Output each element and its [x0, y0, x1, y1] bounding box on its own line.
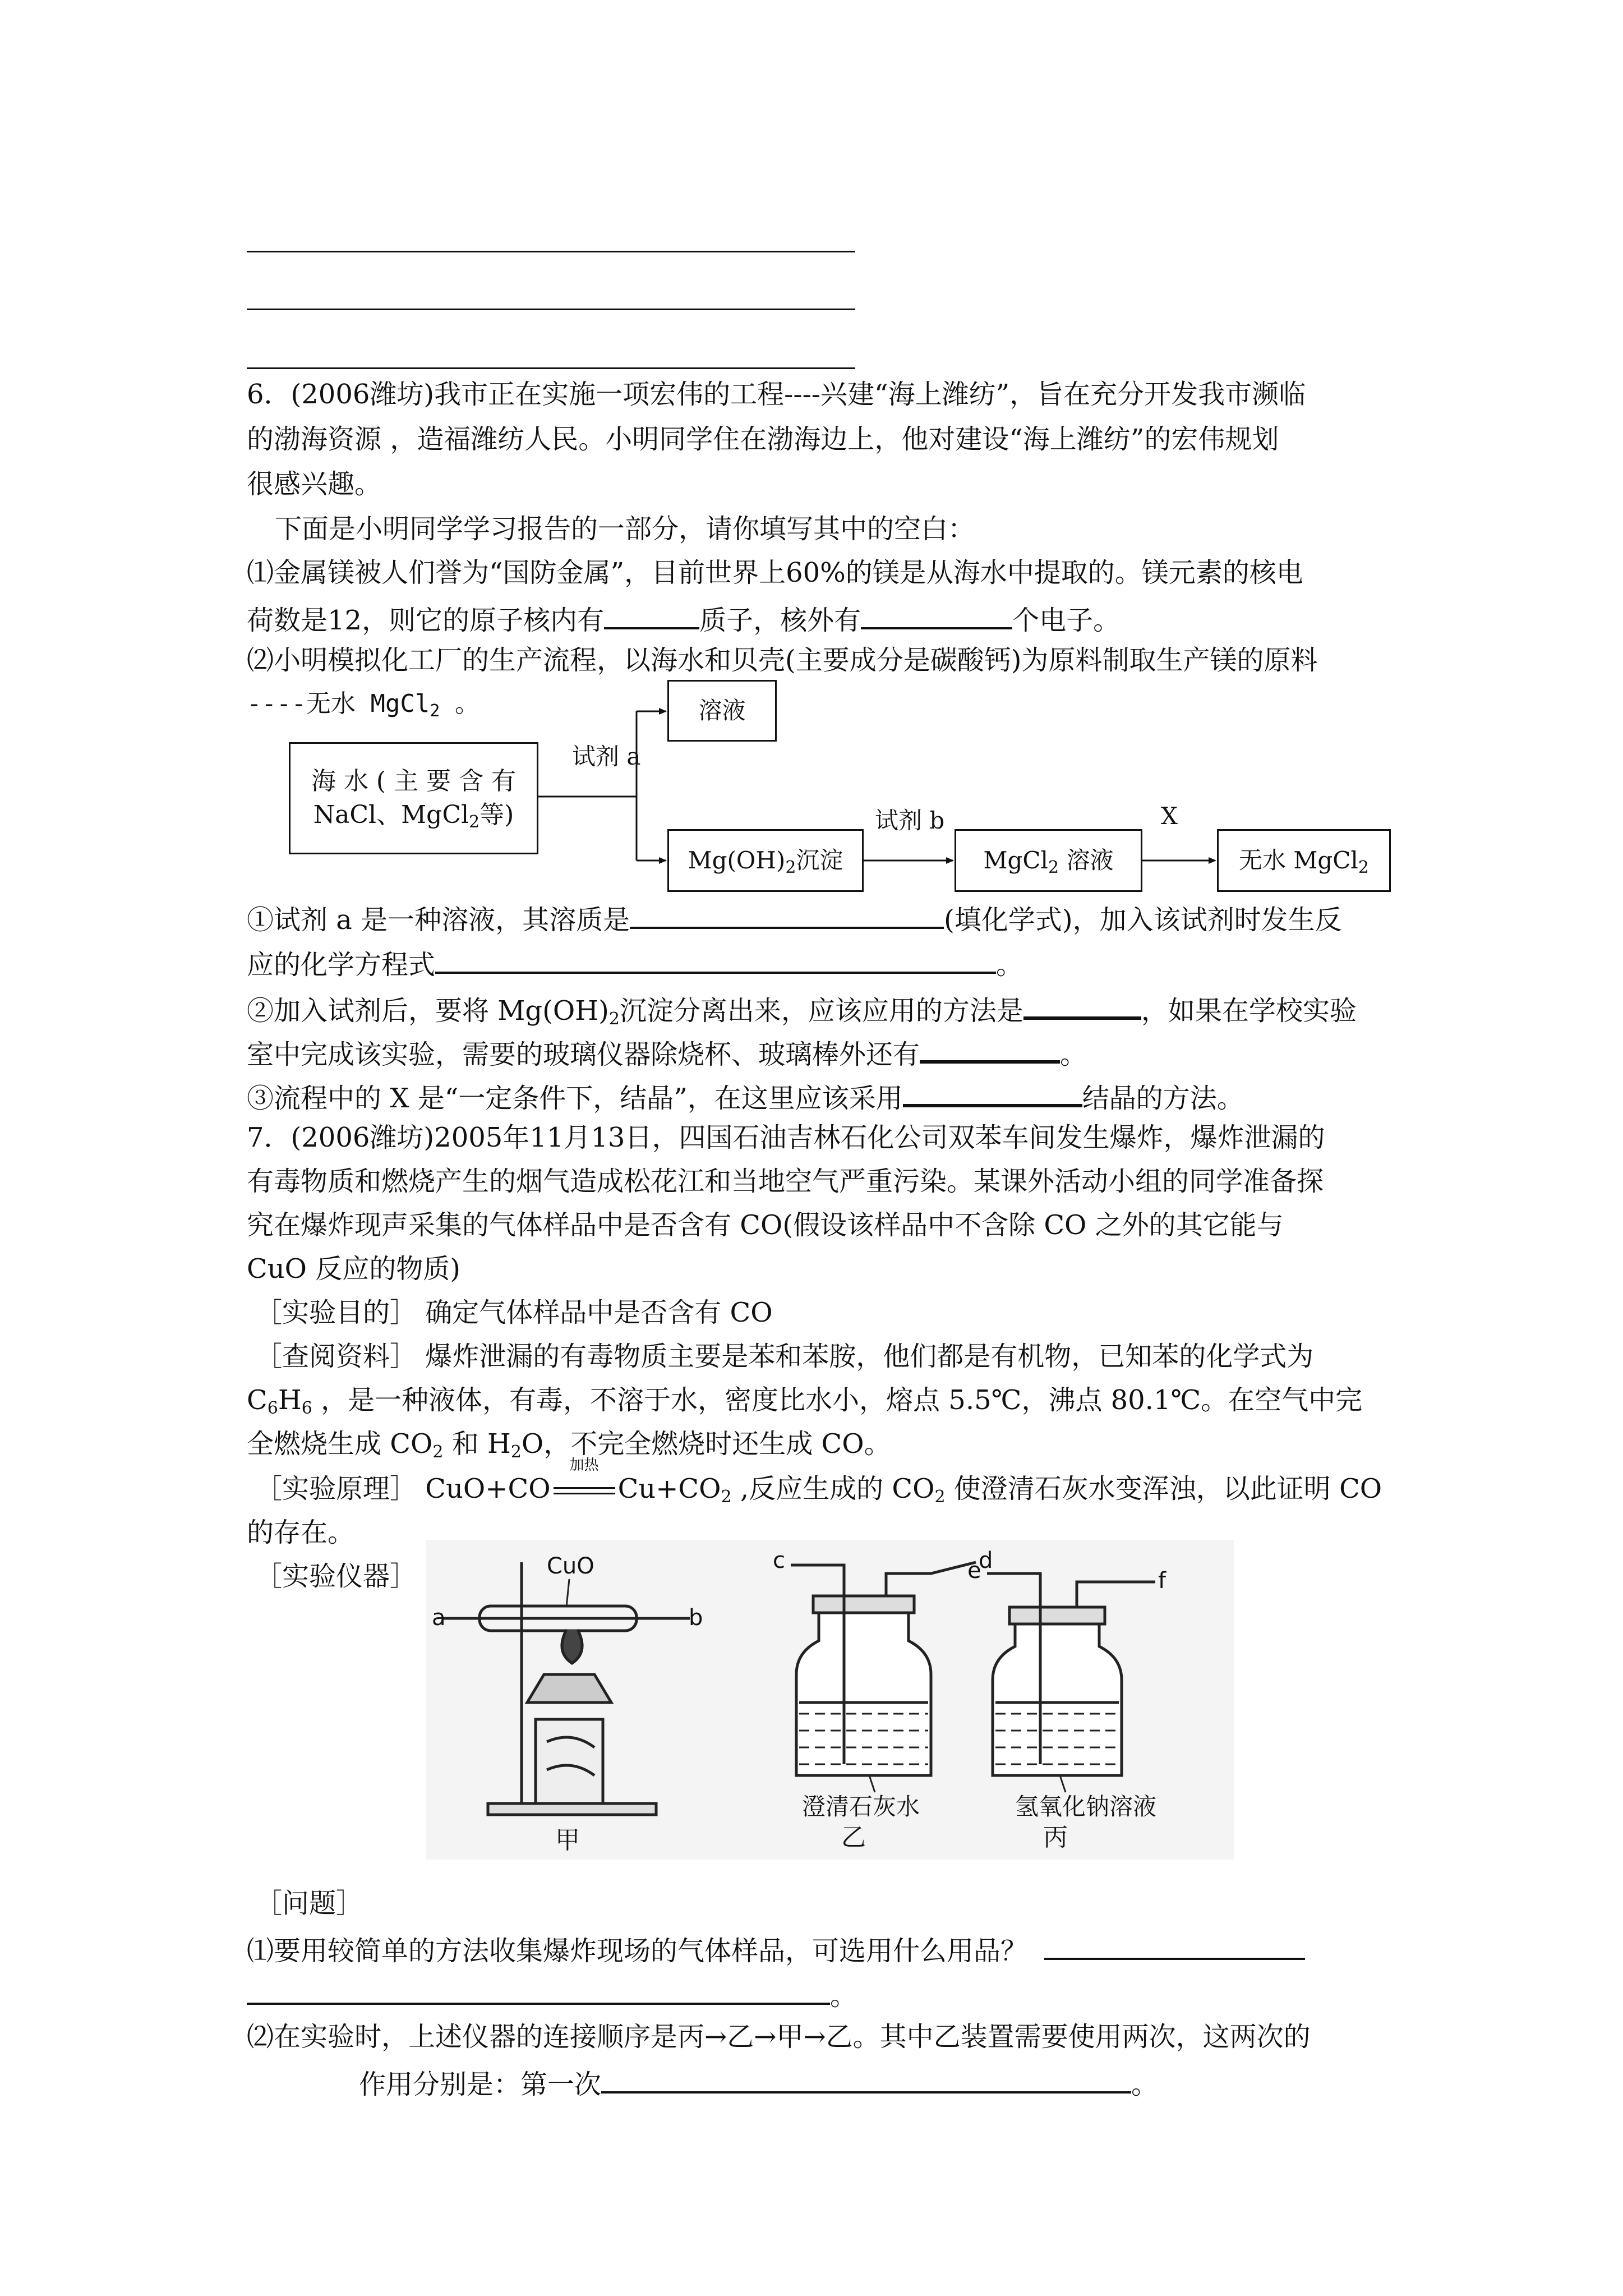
period: 。 — [1131, 2069, 1159, 2100]
q6-sub1-line-1 — [247, 898, 1342, 938]
q6-part2-end: 。 — [440, 689, 479, 718]
q7-principle-line-2: 的存在。 — [247, 1517, 355, 1548]
q7-question-1-text: ⑴要用较简单的方法收集爆炸现场的气体样品，可选用什么用品？ — [247, 1935, 1028, 1967]
subscript: 2 — [510, 1442, 522, 1462]
period: 。 — [830, 1980, 857, 2012]
q6-stem-line-3: 很感兴趣。 — [247, 468, 382, 500]
q6-sub1-text-b: (填化学式)，加入该试剂时发生反 — [944, 904, 1342, 936]
q6-sub3-line — [247, 1075, 1244, 1117]
port-e-label: e — [967, 1558, 981, 1584]
glassware-blank[interactable] — [920, 1031, 1060, 1064]
collection-item-blank-cont[interactable] — [247, 1973, 830, 2005]
q7-reference-line-2 — [247, 1382, 1362, 1419]
subscript: 2 — [934, 1487, 946, 1507]
q6-sub1-line-2 — [247, 942, 1023, 983]
bing-label: 丙 — [1043, 1823, 1068, 1852]
subscript: 2 — [608, 1009, 620, 1029]
carbon: C — [247, 1384, 268, 1416]
q6-part1-text-c: 个电子。 — [1012, 605, 1121, 636]
subscript: 2 — [721, 1487, 732, 1507]
separation-method-blank[interactable] — [1023, 987, 1141, 1020]
q6-part2-line-1: ⑵小明模拟化工厂的生产流程，以海水和贝壳(主要成分是碳酸钙)为原料制取生产镁的原料 — [247, 645, 1318, 676]
solution-label: 溶液 — [698, 697, 746, 724]
q7-reference-line-1: ［查阅资料］ 爆炸泄漏的有毒物质主要是苯和苯胺，他们都是有机物，已知苯的化学式为 — [255, 1341, 1314, 1372]
q6-sub2-text-a: ②加入试剂后，要将 Mg(OH) — [247, 995, 609, 1027]
q7-principle-line-1 — [255, 1457, 1382, 1507]
mgcl2-b: 溶液 — [1059, 846, 1114, 874]
q7-stem-line-2: 有毒物质和燃烧产生的烟气造成松花江和当地空气严重污染。某课外活动小组的同学准备探 — [247, 1166, 1324, 1197]
seawater-label-1: 海 水 ( 主 要 含 有 — [311, 767, 517, 795]
q7-questions-label: ［问题］ — [255, 1888, 363, 1919]
q6-sub3-text-a: ③流程中的 X 是“一定条件下，结晶”，在这里应该采用 — [247, 1083, 903, 1114]
subscript: 2 — [785, 858, 796, 877]
anhydrous-a: 无水 MgCl — [1239, 846, 1358, 874]
subscript: 2 — [1358, 858, 1369, 877]
subscript: 6 — [301, 1398, 312, 1418]
principle-b: Cu+CO — [617, 1473, 721, 1504]
q7-ref3-b: 和 H — [443, 1428, 511, 1460]
period: 。 — [1060, 1039, 1087, 1070]
principle-d: 使澄清石灰水变浑浊，以此证明 CO — [945, 1473, 1382, 1504]
crystallization-method-blank[interactable] — [903, 1075, 1082, 1107]
q6-part2-text: ----无水 MgCl — [247, 689, 430, 718]
subscript: 2 — [469, 812, 480, 832]
q7-ref3-a: 全燃烧生成 CO — [247, 1428, 433, 1460]
subscript: 6 — [267, 1398, 278, 1418]
principle-c: ,反应生成的 CO — [731, 1473, 935, 1504]
q7-stem-line-3: 究在爆炸现声采集的气体样品中是否含有 CO(假设该样品中不含除 CO 之外的其它能与 — [247, 1209, 1284, 1241]
q7-ref3-c: O，不完全燃烧时还生成 CO。 — [521, 1428, 891, 1460]
q6-sub1-text-c: 应的化学方程式 — [247, 949, 436, 981]
solute-formula-blank[interactable] — [630, 898, 944, 929]
q7-apparatus-label: ［实验仪器］ — [255, 1561, 417, 1592]
limewater-label: 澄清石灰水 — [802, 1793, 920, 1820]
subscript: 2 — [430, 701, 440, 721]
q6-part1-text-b: 质子，核外有 — [699, 605, 861, 636]
apparatus-figure — [426, 1540, 1234, 1860]
q6-stem-line-1: 6．(2006潍坊)我市正在实施一项宏伟的工程----兴建“海上潍纺”，旨在充分开发我市濒临 — [247, 379, 1306, 410]
double-line — [554, 1487, 615, 1494]
naoh-label: 氢氧化钠溶液 — [1015, 1793, 1157, 1820]
mgoh2-label-a: Mg(OH) — [688, 846, 786, 874]
port-f-label: f — [1158, 1568, 1166, 1594]
mgoh2-label-b: 沉淀 — [796, 846, 843, 874]
x-label: X — [1161, 802, 1178, 830]
principle-a: ［实验原理］ CuO+CO — [255, 1473, 551, 1504]
q6-sub3-text-b: 结晶的方法。 — [1082, 1083, 1244, 1114]
collection-item-blank[interactable] — [1044, 1929, 1305, 1960]
port-c-label: c — [773, 1548, 785, 1573]
yi-label: 乙 — [841, 1823, 866, 1852]
stand-base — [488, 1803, 656, 1815]
cuo-label: CuO — [547, 1553, 594, 1579]
q6-sub2-line-1 — [247, 987, 1357, 1029]
port-d-label: d — [979, 1548, 993, 1573]
subscript: 2 — [1048, 858, 1059, 877]
q6-sub2-line-2 — [247, 1031, 1087, 1073]
first-use-blank[interactable] — [601, 2062, 1131, 2093]
stopper-bing — [1009, 1607, 1105, 1624]
seawater-label-2a: NaCl、MgCl — [313, 800, 469, 829]
q7-purpose: ［实验目的］ 确定气体样品中是否含有 CO — [255, 1297, 773, 1328]
q6-sub2-text-c: ，如果在学校实验 — [1141, 995, 1357, 1027]
q6-part1-line-1: ⑴金属镁被人们誉为“国防金属”，目前世界上60%的镁是从海水中提取的。镁元素的核电 — [247, 557, 1303, 588]
q7-stem-line-4: CuO 反应的物质) — [247, 1253, 460, 1285]
hydrogen: H — [278, 1384, 302, 1416]
flowchart-arrows — [0, 0, 1623, 954]
q7-reference-line-3 — [247, 1425, 891, 1462]
q7-question-1-line-2 — [247, 1973, 857, 2014]
flame — [562, 1630, 582, 1663]
period: 。 — [996, 949, 1023, 981]
port-b-label: b — [689, 1605, 703, 1631]
equation-blank[interactable] — [435, 942, 996, 974]
seawater-label-2b: 等) — [479, 800, 514, 829]
q6-sub2-text-b: 沉淀分离出来，应该应用的方法是 — [619, 995, 1023, 1027]
stopper-yi — [813, 1596, 914, 1613]
q6-intro: 下面是小明同学学习报告的一部分，请你填写其中的空白： — [275, 513, 975, 545]
port-a-label: a — [432, 1605, 446, 1631]
q6-part1-text-a: 荷数是12，则它的原子核内有 — [247, 605, 605, 636]
q6-sub2-text-d: 室中完成该实验，需要的玻璃仪器除烧杯、玻璃棒外还有 — [247, 1039, 920, 1070]
q7-question-2-line-1: ⑵在实验时，上述仪器的连接顺序是丙→乙→甲→乙。其中乙装置需要使用两次，这两次的 — [247, 2021, 1311, 2053]
q7-reference-text: ，是一种液体，有毒，不溶于水，密度比水小，熔点 5.5℃，沸点 80.1℃。在空气中完 — [312, 1384, 1363, 1416]
heat-label: 加热 — [569, 1457, 599, 1474]
reagent-a-label: 试剂 a — [572, 743, 641, 770]
reagent-b-label: 试剂 b — [875, 807, 945, 834]
q6-sub1-text-a: ①试剂 a 是一种溶液，其溶质是 — [247, 904, 630, 936]
q7-question-2-text: 作用分别是：第一次 — [359, 2069, 602, 2100]
q6-stem-line-2: 的渤海资源 ，造福潍纺人民。小明同学住在渤海边上，他对建设“海上潍纺”的宏伟规划 — [247, 424, 1279, 455]
mgcl2-a: MgCl — [983, 846, 1048, 874]
alcohol-lamp — [536, 1719, 603, 1803]
q7-question-1-line-1 — [247, 1929, 1305, 1970]
heat-equals-sign — [551, 1457, 618, 1507]
jia-label: 甲 — [555, 1826, 580, 1855]
q7-stem-line-1: 7．(2006潍坊)2005年11月13日，四国石油吉林石化公司双苯车间发生爆炸，爆炸泄漏的 — [247, 1122, 1325, 1153]
subscript: 2 — [432, 1442, 444, 1462]
q7-question-2-line-2 — [359, 2062, 1158, 2103]
